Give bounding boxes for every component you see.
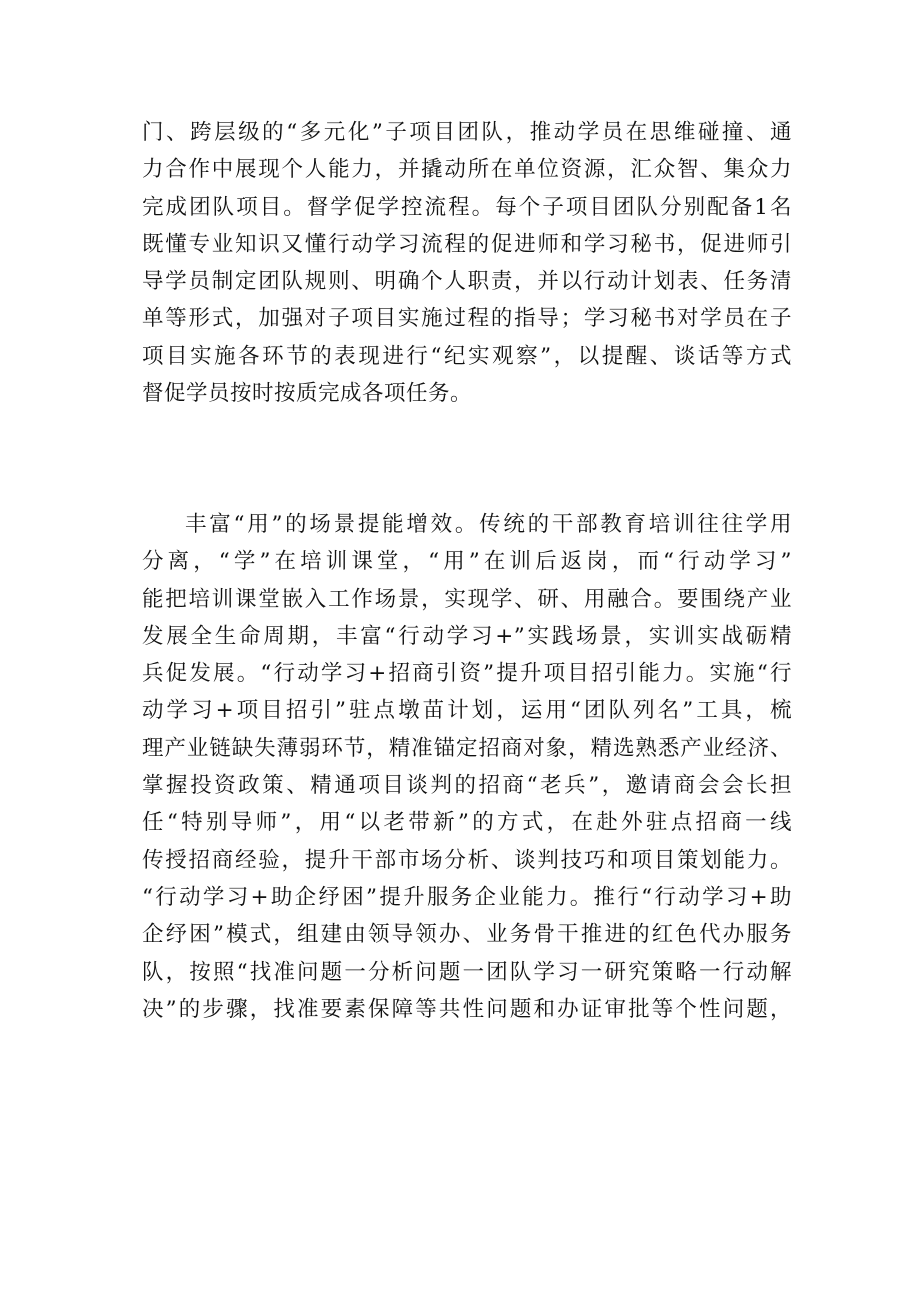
paragraph-first-line: 丰富“用”的场景提能增效。传统的干部教育培训往往学用 — [185, 512, 792, 537]
paragraph-line: 分离，“学”在培训课堂，“用”在训后返岗，而“行动学习” — [142, 549, 792, 575]
paragraph-line: 企纾困”模式，组建由领导领办、业务骨干推进的红色代办服务 — [142, 922, 792, 948]
paragraph-line: “行动学习+助企纾困”提升服务企业能力。推行“行动学习+助 — [142, 884, 792, 910]
paragraph-line: 任“特别导师”，用“以老带新”的方式，在赴外驻点招商一线 — [142, 810, 792, 836]
paragraph-line: 项目实施各环节的表现进行“纪实观察”，以提醒、谈话等方式 — [142, 343, 792, 369]
paragraph-line: 兵促发展。“行动学习+招商引资”提升项目招引能力。实施“行 — [142, 661, 792, 687]
paragraph-line: 门、跨层级的“多元化”子项目团队，推动学员在思维碰撞、通 — [142, 120, 792, 145]
paragraph-line: 决”的步骤，找准要素保障等共性问题和办证审批等个性问题， — [142, 996, 792, 1022]
paragraph-line: 力合作中展现个人能力，并撬动所在单位资源，汇众智、集众力 — [142, 157, 792, 183]
paragraph-line: 动学习+项目招引”驻点墩苗计划，运用“团队列名”工具，梳 — [142, 698, 792, 724]
paragraph-line: 单等形式，加强对子项目实施过程的指导；学习秘书对学员在子 — [142, 306, 792, 332]
paragraph-line: 队，按照“找准问题一分析问题一团队学习一研究策略一行动解 — [142, 959, 792, 985]
paragraph-line: 发展全生命周期，丰富“行动学习+”实践场景，实训实战砺精 — [142, 623, 792, 649]
paragraph-1 — [142, 114, 792, 412]
paragraph-line: 能把培训课堂嵌入工作场景，实现学、研、用融合。要围绕产业 — [142, 586, 792, 612]
paragraph-line: 理产业链缺失薄弱环节，精准锚定招商对象，精选熟悉产业经济、 — [142, 735, 792, 761]
paragraph-2 — [142, 506, 792, 1028]
paragraph-line: 传授招商经验，提升干部市场分析、谈判技巧和项目策划能力。 — [142, 847, 792, 873]
paragraph-line: 既懂专业知识又懂行动学习流程的促进师和学习秘书，促进师引 — [142, 231, 792, 257]
paragraph-line: 完成团队项目。督学促学控流程。每个子项目团队分别配备1名 — [142, 194, 792, 220]
paragraph-line-last: 督促学员按时按质完成各项任务。 — [142, 381, 473, 407]
paragraph-line: 导学员制定团队规则、明确个人职责，并以行动计划表、任务清 — [142, 269, 792, 295]
paragraph-line: 掌握投资政策、精通项目谈判的招商“老兵”，邀请商会会长担 — [142, 773, 792, 799]
